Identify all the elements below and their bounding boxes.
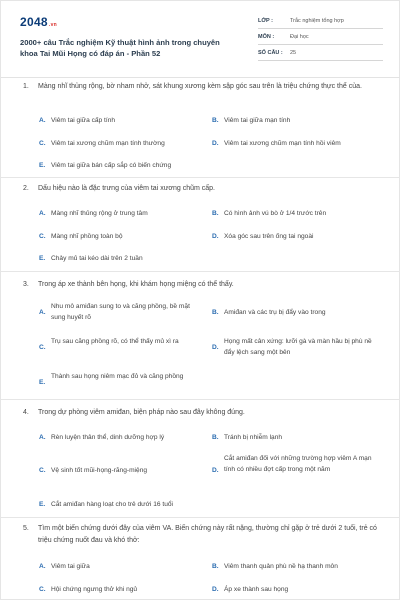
option-a[interactable] (39, 208, 209, 219)
option-text: Viêm thanh quản phù nề hạ thanh môn (224, 563, 338, 570)
option-text: Trụ sau căng phồng rõ, có thể thấy mủ xì ra (51, 338, 179, 345)
option-text: Xóa góc sau trên ống tai ngoài (224, 233, 314, 240)
question-stem (23, 183, 383, 195)
option-letter: A. (39, 434, 46, 441)
option-letter: A. (39, 117, 46, 124)
option-b[interactable] (212, 432, 384, 443)
option-text: Vệ sinh tốt mũi-họng-răng-miệng (51, 467, 148, 474)
question-text: Trong dự phòng viêm amiđan, biện pháp nào sau đây không đúng. (38, 409, 245, 416)
question-stem (23, 81, 383, 93)
option-letter: C. (39, 233, 46, 240)
question-divider (1, 177, 400, 178)
option-letter: D. (212, 140, 219, 147)
option-letter: B. (212, 309, 219, 316)
question-divider (1, 271, 400, 272)
document-title: 2000+ câu Trắc nghiệm Kỹ thuật hình ảnh trong chuyên khoa Tai Mũi Họng có đáp án - Phần 52 (20, 38, 220, 58)
option-c[interactable] (39, 336, 199, 353)
option-c[interactable] (39, 584, 209, 595)
option-text: Viêm tai giữa (51, 563, 90, 570)
option-text: Amiđan và các trụ bị đẩy vào trong (224, 309, 326, 316)
question-text: Dấu hiệu nào là đặc trưng của viêm tai xương chũm cấp. (38, 185, 215, 192)
question-stem (23, 407, 383, 419)
option-b[interactable] (212, 115, 384, 126)
option-a[interactable] (39, 115, 199, 126)
option-text: Tránh bị nhiễm lạnh (224, 434, 283, 441)
question-number: 1. (23, 83, 29, 90)
header-divider (1, 77, 400, 78)
option-e[interactable] (39, 160, 239, 171)
meta-label: MÔN : (258, 33, 275, 40)
option-text: Thành sau họng niêm mạc đỏ và căng phồng (51, 373, 184, 380)
option-a[interactable] (39, 561, 209, 572)
option-a[interactable] (39, 432, 209, 443)
option-b[interactable] (212, 208, 384, 219)
option-text: Viêm tai giữa bán cấp sắp có biến chứng (51, 162, 172, 169)
site-logo[interactable] (20, 15, 57, 29)
option-text: Viêm tai giữa mạn tính (224, 117, 291, 124)
option-letter: B. (212, 117, 219, 124)
option-letter: E. (39, 379, 46, 386)
question-number: 2. (23, 185, 29, 192)
question-text: Trong áp xe thành bên họng, khi khám họng miệng có thể thấy. (38, 281, 234, 288)
option-letter: D. (212, 344, 219, 351)
option-letter: A. (39, 563, 46, 570)
question-stem (23, 279, 383, 291)
option-text: Họng mất cân xứng: lưỡi gà và màn hầu bị phù nề đẩy lệch sang một bên (224, 338, 372, 356)
option-b[interactable] (212, 561, 384, 572)
option-e[interactable] (39, 371, 199, 388)
meta-value: Đại học (290, 33, 309, 40)
option-text: Viêm tai xương chũm mạn tính hồi viêm (224, 140, 341, 147)
option-letter: D. (212, 233, 219, 240)
meta-row-subject (258, 29, 383, 45)
logo-text: 2048 (20, 15, 48, 29)
option-text: Rèn luyện thân thể, dinh dưỡng hợp lý (51, 434, 165, 441)
option-text: Chảy mủ tai kéo dài trên 2 tuần (51, 255, 143, 262)
question-number: 4. (23, 409, 29, 416)
option-c[interactable] (39, 465, 209, 476)
option-letter: A. (39, 309, 46, 316)
option-e[interactable] (39, 499, 259, 510)
option-letter: C. (39, 140, 46, 147)
option-d[interactable] (212, 584, 384, 595)
question-number: 5. (23, 525, 29, 532)
document-header (20, 13, 382, 69)
option-text: Có hình ảnh vú bò ở 1/4 trước trên (224, 210, 327, 217)
option-letter: B. (212, 563, 219, 570)
option-text: Áp xe thành sau họng (224, 586, 289, 593)
meta-label: SỐ CÂU : (258, 49, 283, 56)
question-text: Màng nhĩ thủng rộng, bờ nham nhở, sát khung xương kèm sập góc sau trên là triệu chứng thực thể của. (38, 83, 362, 90)
option-text: Viêm tai xương chũm mạn tính thường (51, 140, 165, 147)
meta-row-class (258, 13, 383, 29)
option-d[interactable] (212, 231, 384, 242)
meta-value: Trắc nghiệm tổng hợp (290, 17, 344, 24)
option-letter: D. (212, 467, 219, 474)
question-divider (1, 399, 400, 400)
option-text: Viêm tai giữa cấp tính (51, 117, 116, 124)
logo-suffix: .vn (48, 22, 58, 28)
option-letter: B. (212, 434, 219, 441)
question-number: 3. (23, 281, 29, 288)
meta-table (258, 13, 383, 61)
question-text: Tìm một biến chứng dưới đây của viêm VA. Biến chứng này rất nặng, thường chỉ gặp ở trẻ dưới 2 tuổi, trẻ có triệu chứng nuốt đau và khó thở: (38, 525, 377, 544)
option-letter: E. (39, 501, 46, 508)
option-text: Màng nhĩ phồng toàn bộ (51, 233, 123, 240)
option-text: Cắt amiđan hàng loạt cho trẻ dưới 16 tuổi (51, 501, 174, 508)
option-letter: E. (39, 162, 46, 169)
option-b[interactable] (212, 307, 384, 318)
question-divider (1, 517, 400, 518)
question-stem (23, 523, 383, 547)
option-c[interactable] (39, 138, 209, 149)
option-letter: A. (39, 210, 46, 217)
option-text: Cắt amiđan đối với những trường hợp viêm A mạn tính có nhiều đợt cấp trong một năm (224, 455, 372, 473)
option-letter: C. (39, 586, 46, 593)
option-e[interactable] (39, 253, 239, 264)
option-letter: B. (212, 210, 219, 217)
option-letter: E. (39, 255, 46, 262)
option-letter: D. (212, 586, 219, 593)
meta-label: LỚP : (258, 17, 273, 24)
option-a[interactable] (39, 301, 199, 323)
option-letter: C. (39, 344, 46, 351)
option-c[interactable] (39, 231, 209, 242)
option-text: Hội chứng ngưng thở khi ngủ (51, 586, 138, 593)
meta-value: 25 (290, 49, 297, 56)
option-text: Nhu mô amiđan sung to và căng phồng, bề mặt sung huyết rõ (51, 303, 190, 321)
meta-row-count (258, 45, 383, 61)
option-text: Màng nhĩ thủng rộng ở trung tâm (51, 210, 148, 217)
option-d[interactable] (212, 453, 384, 476)
option-letter: C. (39, 467, 46, 474)
option-d[interactable] (212, 336, 384, 358)
option-d[interactable] (212, 138, 384, 149)
